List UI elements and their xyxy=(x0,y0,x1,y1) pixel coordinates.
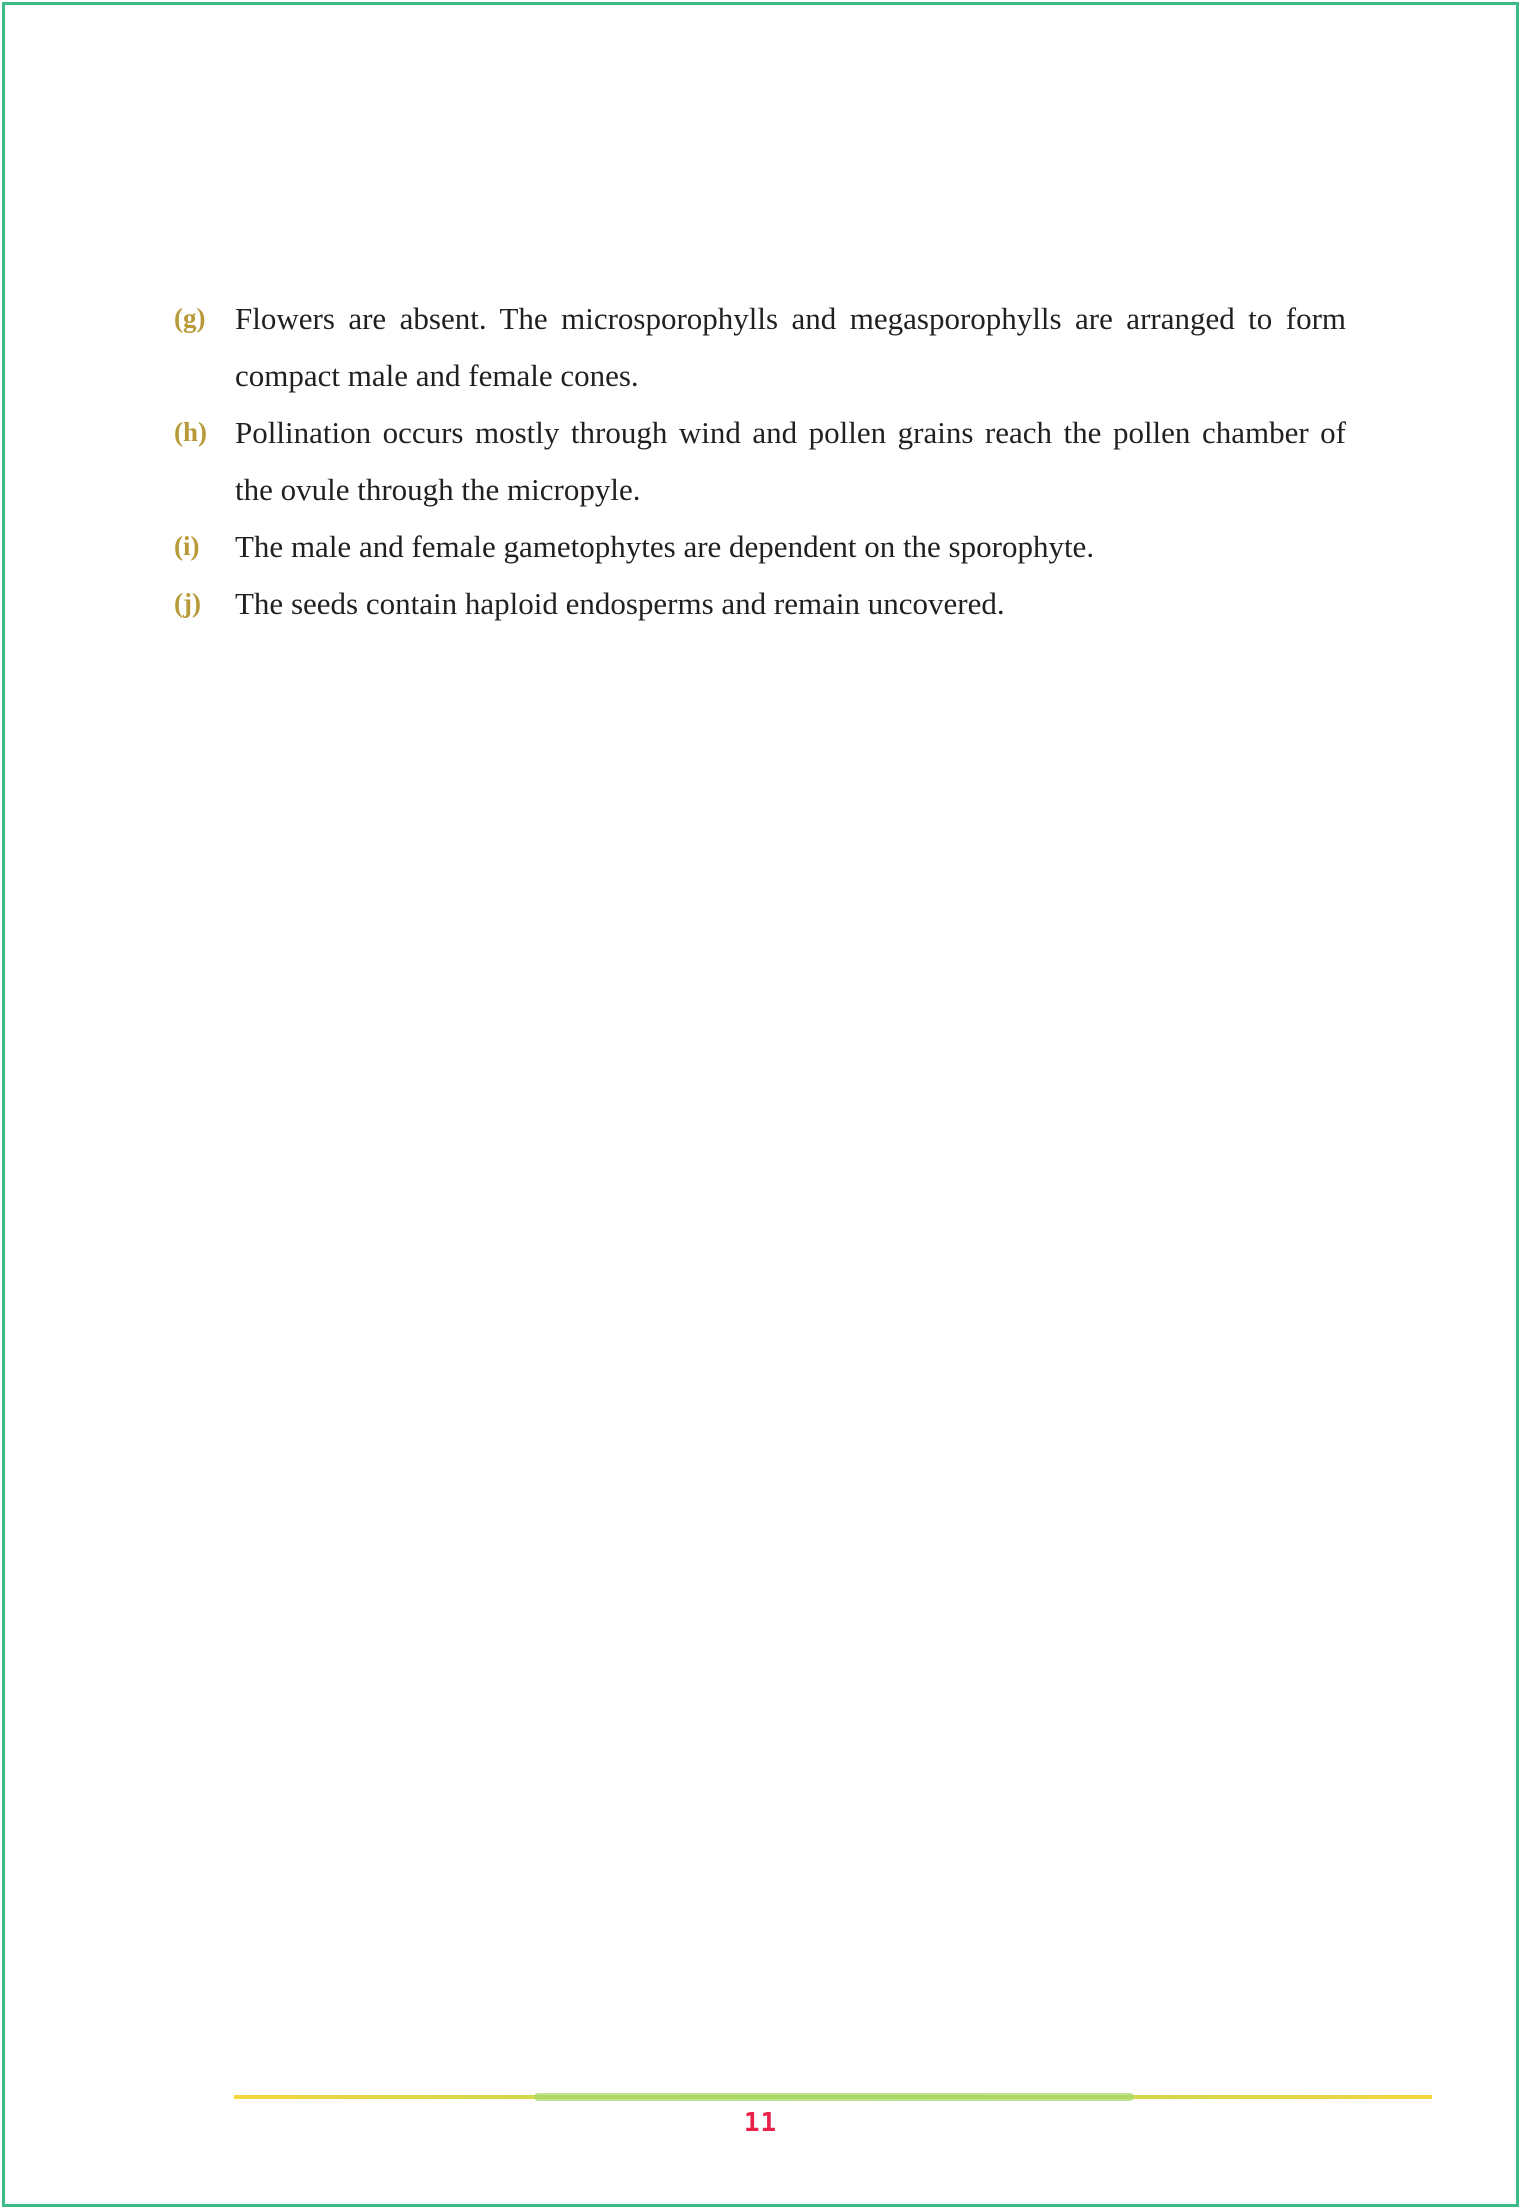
page-number: 11 xyxy=(743,2108,778,2138)
list-item-text: The seeds contain haploid endosperms and remain uncovered. xyxy=(235,586,1005,621)
list-item-label: (i) xyxy=(174,531,200,561)
list-item-text: The male and female gametophytes are dependent on the sporophyte. xyxy=(235,529,1095,564)
point-list xyxy=(174,290,1346,632)
footer-rule xyxy=(234,2093,1432,2101)
list-item-label: (h) xyxy=(174,417,207,447)
list-item-label: (j) xyxy=(174,588,201,618)
list-item xyxy=(174,290,1346,404)
list-item xyxy=(174,518,1346,575)
list-item-label: (g) xyxy=(174,303,206,333)
list-item xyxy=(174,404,1346,518)
list-item-text: Pollination occurs mostly through wind and pollen grains reach the pollen chamber of the ovule through the micropyle. xyxy=(235,415,1346,507)
list-item-text: Flowers are absent. The microsporophylls and megasporophylls are arranged to form compact male and female cones. xyxy=(235,301,1346,393)
list-item xyxy=(174,575,1346,632)
